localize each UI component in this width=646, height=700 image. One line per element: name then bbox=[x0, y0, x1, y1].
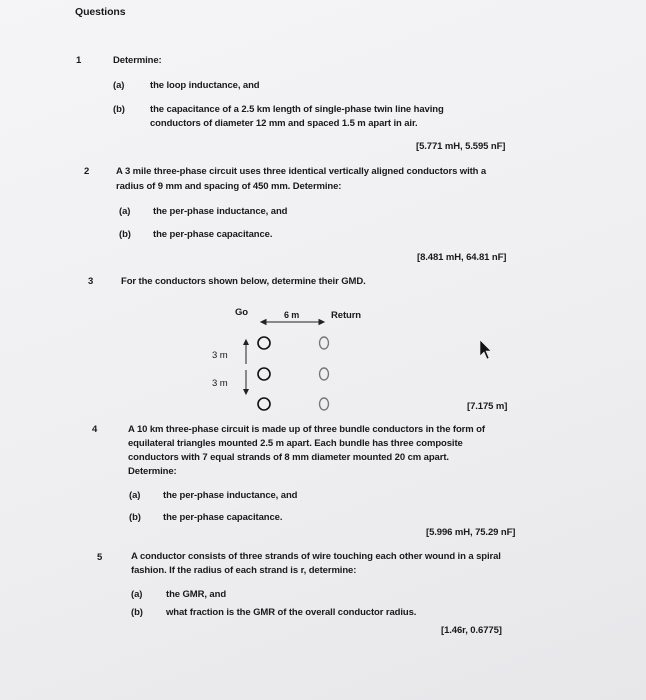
return-conductor-1 bbox=[320, 337, 329, 349]
diagram-vertical-label-1: 3 m bbox=[212, 350, 228, 361]
q1-b-text-2: conductors of diameter 12 mm and spaced 1.5 m apart in air. bbox=[150, 118, 418, 129]
q2-b-text: the per-phase capacitance. bbox=[153, 229, 273, 240]
q2-stem-2: radius of 9 mm and spacing of 450 mm. Determine: bbox=[116, 181, 342, 192]
q4-stem-3: conductors with 7 equal strands of 8 mm diameter mounted 20 cm apart. bbox=[128, 452, 449, 463]
q4-a-text: the per-phase inductance, and bbox=[163, 490, 298, 501]
q2-answer: [8.481 mH, 64.81 nF] bbox=[417, 252, 507, 263]
q5-number: 5 bbox=[97, 552, 103, 563]
q1-number: 1 bbox=[76, 55, 82, 66]
q5-a-text: the GMR, and bbox=[166, 589, 227, 600]
q4-b-label: (b) bbox=[129, 512, 141, 523]
q4-answer: [5.996 mH, 75.29 nF] bbox=[426, 527, 516, 538]
return-conductors bbox=[320, 337, 329, 410]
go-conductor-2 bbox=[258, 368, 270, 380]
q5-stem-2: fashion. If the radius of each strand is r, determine: bbox=[131, 565, 357, 576]
q4-number: 4 bbox=[92, 424, 98, 435]
diagram-return-label: Return bbox=[331, 310, 362, 321]
return-conductor-2 bbox=[320, 368, 329, 380]
diagram-go-label: Go bbox=[235, 307, 248, 318]
q2-stem-1: A 3 mile three-phase circuit uses three identical vertically aligned conductors with a bbox=[116, 166, 487, 177]
q4-stem-4: Determine: bbox=[128, 466, 177, 477]
q1-a-label: (a) bbox=[113, 80, 125, 91]
q4-stem-1: A 10 km three-phase circuit is made up of three bundle conductors in the form of bbox=[128, 424, 485, 435]
vertical-dimension-arrows bbox=[244, 340, 248, 394]
q1-stem: Determine: bbox=[113, 55, 162, 66]
q3-answer: [7.175 m] bbox=[467, 401, 508, 412]
mouse-pointer-icon bbox=[480, 340, 491, 359]
page-title: Questions bbox=[75, 6, 126, 18]
diagram-vertical-label-2: 3 m bbox=[212, 378, 228, 389]
go-conductor-3 bbox=[258, 398, 270, 410]
q5-stem-1: A conductor consists of three strands of wire touching each other wound in a spiral bbox=[131, 551, 501, 562]
q3-stem: For the conductors shown below, determine their GMD. bbox=[121, 276, 366, 287]
go-conductors bbox=[258, 337, 270, 410]
q1-answer: [5.771 mH, 5.595 nF] bbox=[416, 141, 506, 152]
return-conductor-3 bbox=[320, 398, 329, 410]
q3-number: 3 bbox=[88, 276, 94, 287]
q5-a-label: (a) bbox=[131, 589, 143, 600]
q4-b-text: the per-phase capacitance. bbox=[163, 512, 283, 523]
q4-a-label: (a) bbox=[129, 490, 141, 501]
q1-b-label: (b) bbox=[113, 104, 125, 115]
q1-a-text: the loop inductance, and bbox=[150, 80, 260, 91]
spacing-arrow bbox=[261, 320, 324, 325]
q5-b-label: (b) bbox=[131, 607, 143, 618]
q1-b-text-1: the capacitance of a 2.5 km length of single-phase twin line having bbox=[150, 104, 444, 115]
q2-b-label: (b) bbox=[119, 229, 131, 240]
diagram-spacing-label: 6 m bbox=[284, 310, 300, 320]
go-conductor-1 bbox=[258, 337, 270, 349]
q2-a-text: the per-phase inductance, and bbox=[153, 206, 288, 217]
q5-answer: [1.46r, 0.6775] bbox=[441, 625, 502, 636]
q2-a-label: (a) bbox=[119, 206, 131, 217]
q2-number: 2 bbox=[84, 166, 90, 177]
q5-b-text: what fraction is the GMR of the overall conductor radius. bbox=[166, 607, 417, 618]
q4-stem-2: equilateral triangles mounted 2.5 m apart. Each bundle has three composite bbox=[128, 438, 463, 449]
